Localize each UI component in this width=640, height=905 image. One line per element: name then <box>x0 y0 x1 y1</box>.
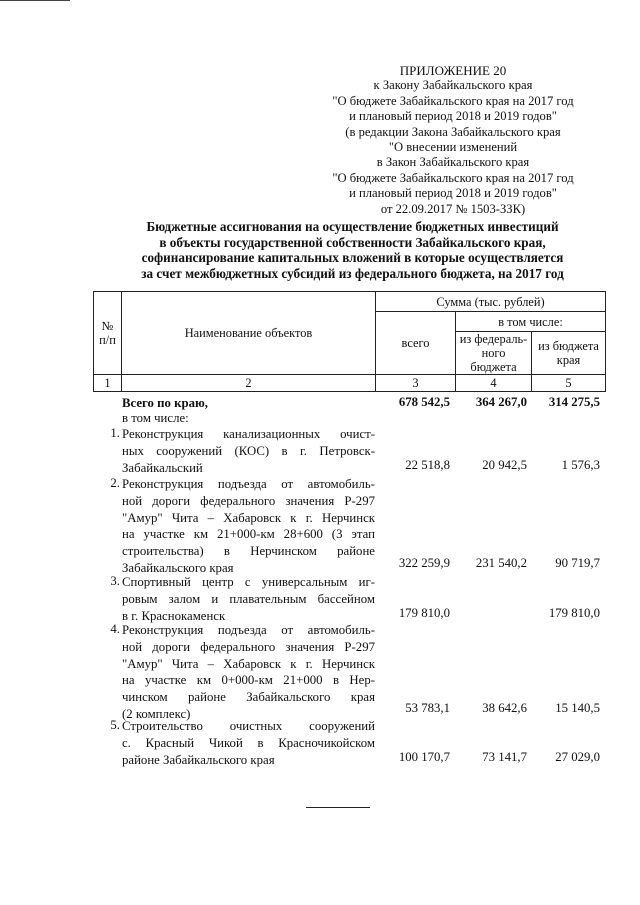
row-name-line: ных сооружений (КОС) в г. Петровск- <box>122 443 375 458</box>
row-name-line: "Амур" Чита – Хабаровск к г. Нерчинск <box>122 510 375 525</box>
row-name-line: ной дороги федерального значения Р-297 <box>122 493 375 508</box>
row-number: 5. <box>110 718 120 732</box>
row-name-line: Спортивный центр с универсальным иг- <box>122 575 375 589</box>
col-number: 4 <box>456 375 532 392</box>
col-number: 2 <box>122 375 376 392</box>
title-line: за счет межбюджетных субсидий из федерального бюджета, на 2017 год <box>141 265 564 281</box>
row-federal: 38 642,6 <box>482 701 527 715</box>
total-sum: 678 542,5 <box>398 395 450 409</box>
annex-line: и плановый период 2018 и 2019 годов" <box>349 186 557 201</box>
row-name-line: ной дороги федерального значения Р-297 <box>122 639 375 654</box>
row-federal: 20 942,5 <box>482 458 527 472</box>
table-header <box>93 291 606 392</box>
row-number: 3. <box>110 574 120 588</box>
header-federal: из федераль-ного бюджета <box>456 332 532 375</box>
document-title <box>100 219 605 281</box>
row-total: 322 259,9 <box>398 556 450 570</box>
row-number: 2. <box>110 476 120 490</box>
title-line: Бюджетные ассигнования на осуществление бюджетных инвестиций <box>146 219 559 234</box>
col-number: 1 <box>94 375 122 392</box>
row-number: 4. <box>110 622 120 636</box>
header-regional: из бюджета края <box>532 332 606 375</box>
row-regional: 15 140,5 <box>555 701 600 715</box>
row-name <box>122 426 375 476</box>
header-total: всего <box>376 312 456 375</box>
row-regional: 90 719,7 <box>555 556 600 570</box>
row-name-line: в г. Краснокаменск <box>122 608 226 623</box>
row-name-line: Забайкальского края <box>122 560 234 575</box>
annex-line: и плановый период 2018 и 2019 годов" <box>349 109 557 124</box>
annex-block <box>312 63 594 217</box>
row-name-line: Строительство очистных сооружений <box>122 719 375 733</box>
header-sum: Сумма (тыс. рублей) <box>376 292 606 312</box>
annex-line: от 22.09.2017 № 1503-ЗЗК) <box>380 201 526 216</box>
title-line: софинансирование капитальных вложений в которые осуществляется <box>141 250 564 266</box>
col-number: 5 <box>532 375 606 392</box>
row-name-line: Забайкальский <box>122 460 203 475</box>
row-regional: 27 029,0 <box>555 750 600 764</box>
row-name <box>122 718 375 768</box>
row-regional: 1 576,3 <box>561 458 600 472</box>
row-name-line: Реконструкция подъезда от автомобиль- <box>122 623 375 637</box>
row-name-line: строительства) в Нерчинском районе <box>122 544 375 559</box>
row-total: 53 783,1 <box>405 701 450 715</box>
total-federal: 364 267,0 <box>475 395 527 409</box>
top-edge-line <box>0 0 70 1</box>
row-number: 1. <box>110 426 120 440</box>
header-num: № п/п <box>94 292 122 375</box>
row-name <box>122 476 375 577</box>
total-label: Всего по краю, <box>122 396 208 410</box>
annex-line: в Закон Забайкальского края <box>376 155 530 170</box>
annex-line: "О внесении изменений <box>388 140 518 155</box>
row-name-line: на участке км 21+000-км 28+600 (3 этап <box>122 527 375 542</box>
row-regional: 179 810,0 <box>548 606 600 620</box>
row-name-line: Реконструкция канализационных очист- <box>122 427 375 441</box>
col-number: 3 <box>376 375 456 392</box>
row-federal: 231 540,2 <box>475 556 527 570</box>
total-sublabel: в том числе: <box>122 411 189 425</box>
row-federal: 73 141,7 <box>482 750 527 764</box>
row-name <box>122 574 375 624</box>
row-name <box>122 622 375 723</box>
row-name-line: с. Красный Чикой в Красночикойском <box>122 735 375 750</box>
header-name: Наименование объектов <box>122 292 376 375</box>
row-name-line: "Амур" Чита – Хабаровск к г. Нерчинск <box>122 656 375 671</box>
annex-line: "О бюджете Забайкальского края на 2017 год <box>332 93 574 108</box>
title-line: в объекты государственной собственности Забайкальского края, <box>159 234 546 250</box>
row-name-line: чинском районе Забайкальского края <box>122 690 375 705</box>
row-name-line: (2 комплекс) <box>122 706 191 721</box>
header-including: в том числе: <box>456 312 606 332</box>
row-total: 179 810,0 <box>398 606 450 620</box>
annex-line: "О бюджете Забайкальского края на 2017 год <box>332 170 574 185</box>
total-regional: 314 275,5 <box>548 395 600 409</box>
row-total: 22 518,8 <box>405 458 450 472</box>
annex-line: ПРИЛОЖЕНИЕ 20 <box>399 63 507 78</box>
row-total: 100 170,7 <box>398 750 450 764</box>
footer-rule <box>306 807 370 808</box>
row-name-line: на участке км 0+000-км 21+000 в Нер- <box>122 673 375 688</box>
row-name-line: районе Забайкальского края <box>122 752 275 767</box>
row-name-line: Реконструкция подъезда от автомобиль- <box>122 477 375 491</box>
annex-line: к Закону Забайкальского края <box>373 78 533 93</box>
annex-line: (в редакции Закона Забайкальского края <box>345 124 561 139</box>
row-name-line: ровым залом и плавательным бассейном <box>122 591 375 606</box>
